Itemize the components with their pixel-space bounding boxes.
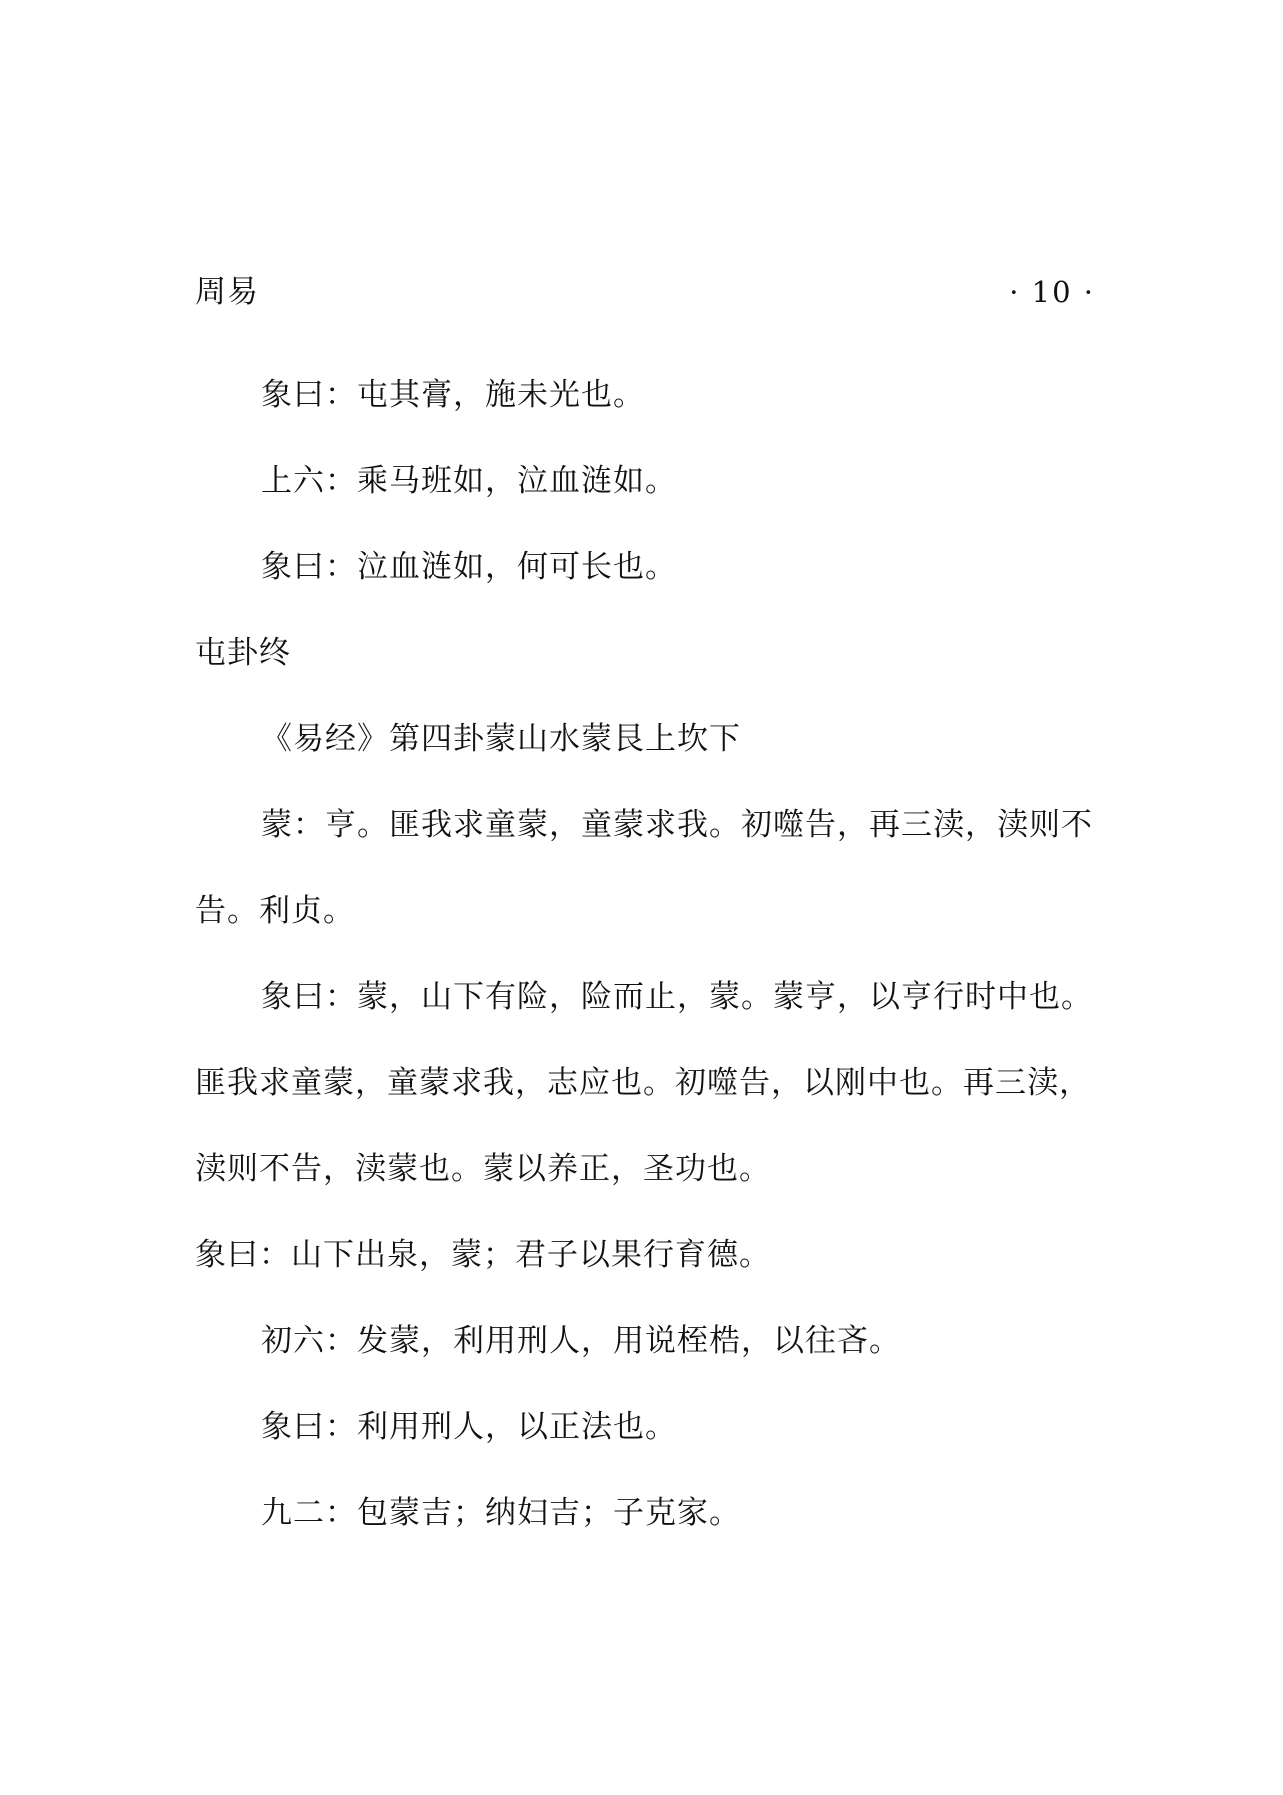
hexagram-heading: 《易经》第四卦蒙山水蒙艮上坎下: [261, 721, 741, 757]
paragraph: 上六：乘马班如，泣血涟如。: [261, 463, 677, 499]
section-end-label: 屯卦终: [195, 635, 291, 671]
paragraph: 象曰：利用刑人，以正法也。: [261, 1409, 677, 1445]
paragraph: 象曰：蒙，山下有险，险而止，蒙。蒙亨，以亨行时中也。匪我求童蒙，童蒙求我，志应也。初噬告，以刚中也。再三渎，渎则不告，渎蒙也。蒙以养正，圣功也。: [195, 979, 1093, 1187]
paragraph: 象曰：泣血涟如，何可长也。: [261, 549, 677, 585]
body-text: [195, 352, 1100, 1556]
paragraph: 象曰：屯其膏，施未光也。: [261, 377, 645, 413]
paragraph: 初六：发蒙，利用刑人，用说桎梏，以往吝。: [261, 1323, 901, 1359]
book-title: 周易: [195, 274, 259, 310]
page-header: [195, 268, 1095, 316]
page-number: · 10 ·: [1009, 275, 1095, 309]
paragraph: 九二：包蒙吉；纳妇吉；子克家。: [261, 1495, 741, 1531]
paragraph: 象曰：山下出泉，蒙；君子以果行育德。: [195, 1237, 771, 1273]
paragraph: 蒙：亨。匪我求童蒙，童蒙求我。初噬告，再三渎，渎则不告。利贞。: [195, 807, 1093, 929]
